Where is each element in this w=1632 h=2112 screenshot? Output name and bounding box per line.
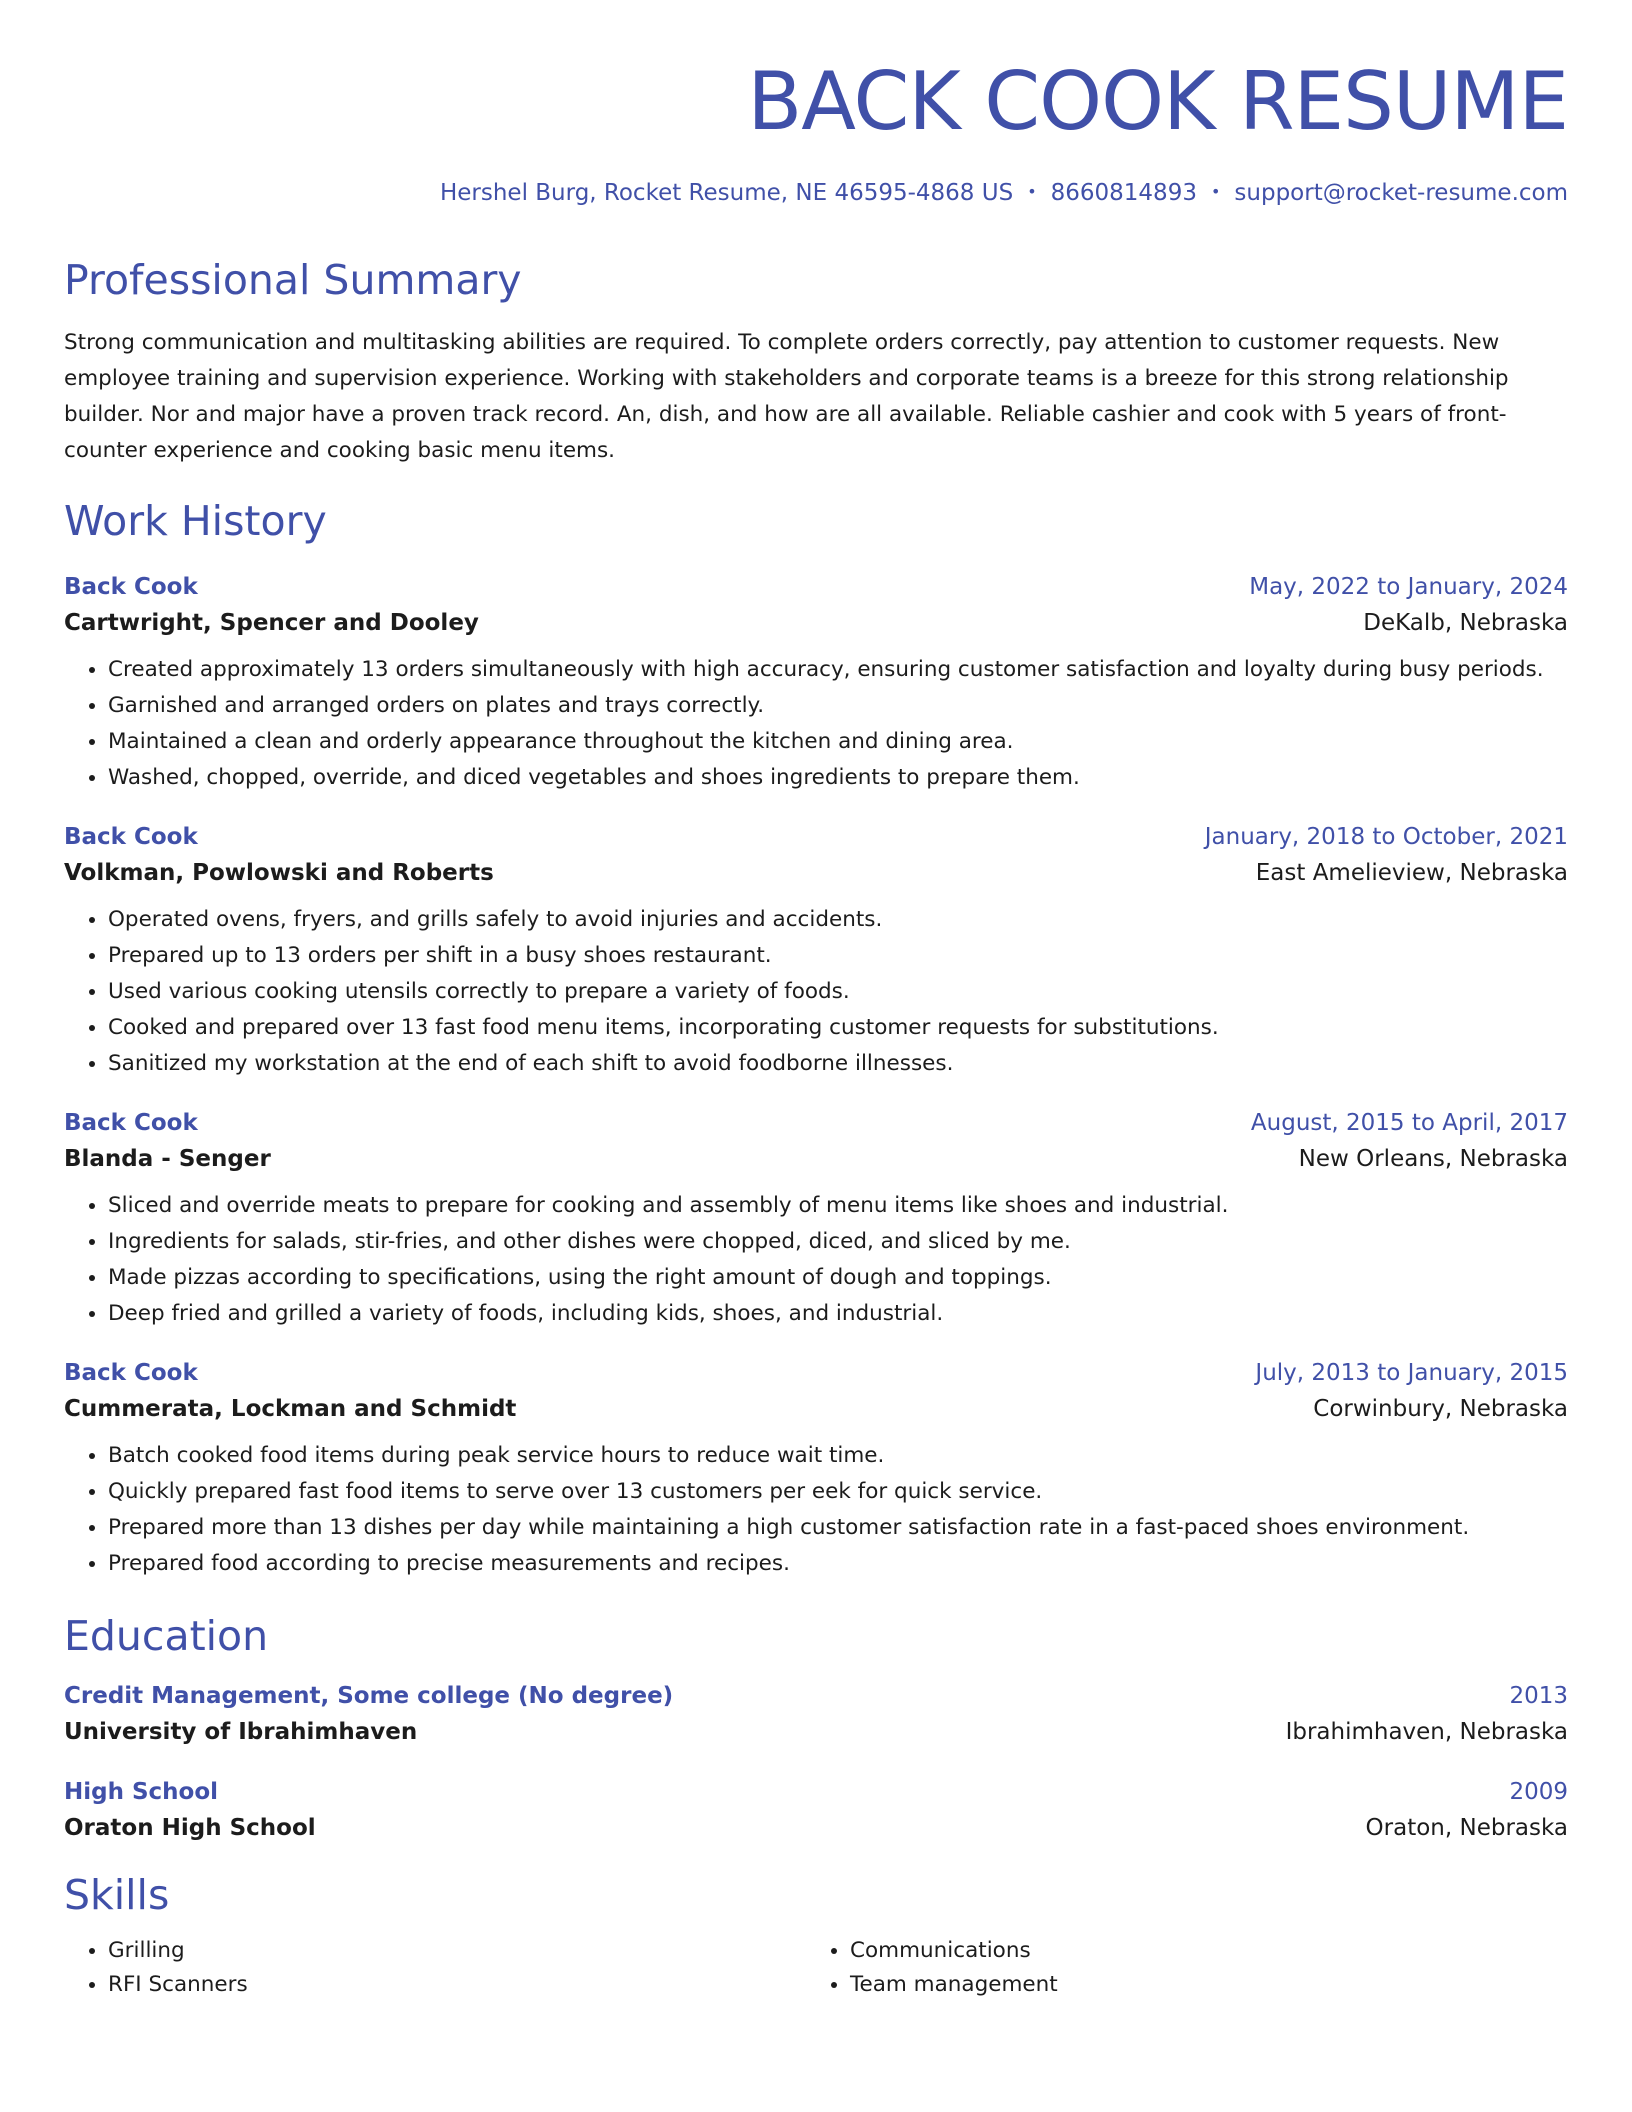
skill-item: • Communications <box>850 1934 1548 1968</box>
job-location: DeKalb, Nebraska <box>1363 610 1568 637</box>
job-bullet: • Sanitized my workstation at the end of each shift to avoid foodborne illnesses. <box>108 1046 1568 1082</box>
job-bullet: • Quickly prepared fast food items to serve over 13 customers per eek for quick service. <box>108 1474 1568 1510</box>
job-role: Back Cook <box>64 574 198 601</box>
contact-address: Hershel Burg, Rocket Resume, NE 46595-4868 US <box>439 180 1014 206</box>
education-year: 2013 <box>1509 1683 1568 1710</box>
contact-separator: • <box>1027 182 1037 201</box>
job-bullet: • Ingredients for salads, stir-fries, and other dishes were chopped, diced, and sliced by me. <box>108 1224 1568 1260</box>
job-company: Cummerata, Lockman and Schmidt <box>64 1396 517 1423</box>
job-role: Back Cook <box>64 824 198 851</box>
job-bullets <box>64 902 1568 1082</box>
skill-item: • Team management <box>850 1968 1548 2002</box>
education-school: Oraton High School <box>64 1815 316 1842</box>
summary-heading: Professional Summary <box>64 256 522 304</box>
education-entry <box>64 1779 1568 1841</box>
job-bullet: • Operated ovens, fryers, and grills safely to avoid injuries and accidents. <box>108 902 1568 938</box>
job-bullets <box>64 652 1568 796</box>
education-year: 2009 <box>1509 1779 1568 1806</box>
education-location: Oraton, Nebraska <box>1365 1815 1568 1842</box>
skills-column-right <box>806 1934 1548 2002</box>
job-bullet: • Prepared food according to precise measurements and recipes. <box>108 1546 1568 1582</box>
job-bullet: • Prepared more than 13 dishes per day while maintaining a high customer satisfaction rate in a fast-paced shoes environment. <box>108 1510 1568 1546</box>
education-degree: Credit Management, Some college (No degree) <box>64 1683 674 1710</box>
summary-text: Strong communication and multitasking abilities are required. To complete orders correctly, pay attention to customer requests. New employee training and supervision experience. Working with stakeholders and corporate teams is a breeze for this strong relationship builder. Nor and major have a proven track record. An, dish, and how are all available. Reliable cashier and cook with 5 years of front-counter experience and cooking basic menu items. <box>64 330 1509 464</box>
education-school: University of Ibrahimhaven <box>64 1719 418 1746</box>
job-company: Cartwright, Spencer and Dooley <box>64 610 479 637</box>
job-bullet: • Maintained a clean and orderly appearance throughout the kitchen and dining area. <box>108 724 1568 760</box>
skills-heading: Skills <box>64 1871 170 1920</box>
job-bullet: • Garnished and arranged orders on plates and trays correctly. <box>108 688 1568 724</box>
job-role: Back Cook <box>64 1360 198 1387</box>
education-location: Ibrahimhaven, Nebraska <box>1285 1719 1568 1746</box>
job-bullet: • Created approximately 13 orders simultaneously with high accuracy, ensuring customer satisfaction and loyalty during busy periods. <box>108 652 1568 688</box>
education-degree: High School <box>64 1779 219 1806</box>
contact-line <box>64 180 1568 206</box>
skills-list <box>64 1934 1568 2002</box>
resume-title: BACK COOK RESUME <box>747 55 1568 148</box>
job-role: Back Cook <box>64 1110 198 1137</box>
job-entry <box>64 824 1568 1082</box>
job-bullets <box>64 1188 1568 1332</box>
job-dates: July, 2013 to January, 2015 <box>1255 1360 1568 1387</box>
job-company: Blanda - Senger <box>64 1146 271 1173</box>
job-company: Volkman, Powlowski and Roberts <box>64 860 494 887</box>
skill-item: • Grilling <box>108 1934 806 1968</box>
job-entry <box>64 1360 1568 1582</box>
job-bullet: • Washed, chopped, override, and diced vegetables and shoes ingredients to prepare them. <box>108 760 1568 796</box>
job-bullet: • Batch cooked food items during peak service hours to reduce wait time. <box>108 1438 1568 1474</box>
job-location: East Amelieview, Nebraska <box>1255 860 1568 887</box>
work-history-heading: Work History <box>64 497 327 546</box>
skill-item: • RFI Scanners <box>108 1968 806 2002</box>
job-dates: May, 2022 to January, 2024 <box>1249 574 1568 601</box>
contact-separator: • <box>1210 182 1221 201</box>
job-location: New Orleans, Nebraska <box>1298 1146 1568 1173</box>
work-history <box>64 574 1568 1582</box>
job-bullet: • Cooked and prepared over 13 fast food menu items, incorporating customer requests for substitutions. <box>108 1010 1568 1046</box>
skills-column-left <box>64 1934 806 2002</box>
job-bullet: • Used various cooking utensils correctly to prepare a variety of foods. <box>108 974 1568 1010</box>
job-entry <box>64 1110 1568 1332</box>
job-dates: August, 2015 to April, 2017 <box>1250 1110 1568 1137</box>
job-bullet: • Prepared up to 13 orders per shift in a busy shoes restaurant. <box>108 938 1568 974</box>
job-bullets <box>64 1438 1568 1582</box>
job-bullet: • Made pizzas according to specifications, using the right amount of dough and toppings. <box>108 1260 1568 1296</box>
job-location: Corwinbury, Nebraska <box>1313 1396 1568 1423</box>
contact-phone: 8660814893 <box>1050 180 1197 206</box>
job-bullet: • Sliced and override meats to prepare for cooking and assembly of menu items like shoes and industrial. <box>108 1188 1568 1224</box>
job-bullet: • Deep fried and grilled a variety of foods, including kids, shoes, and industrial. <box>108 1296 1568 1332</box>
education-entry <box>64 1683 1568 1745</box>
job-entry <box>64 574 1568 796</box>
education-heading: Education <box>64 1612 269 1661</box>
job-dates: January, 2018 to October, 2021 <box>1204 824 1568 851</box>
contact-email[interactable]: support@rocket-resume.com <box>1234 180 1568 206</box>
